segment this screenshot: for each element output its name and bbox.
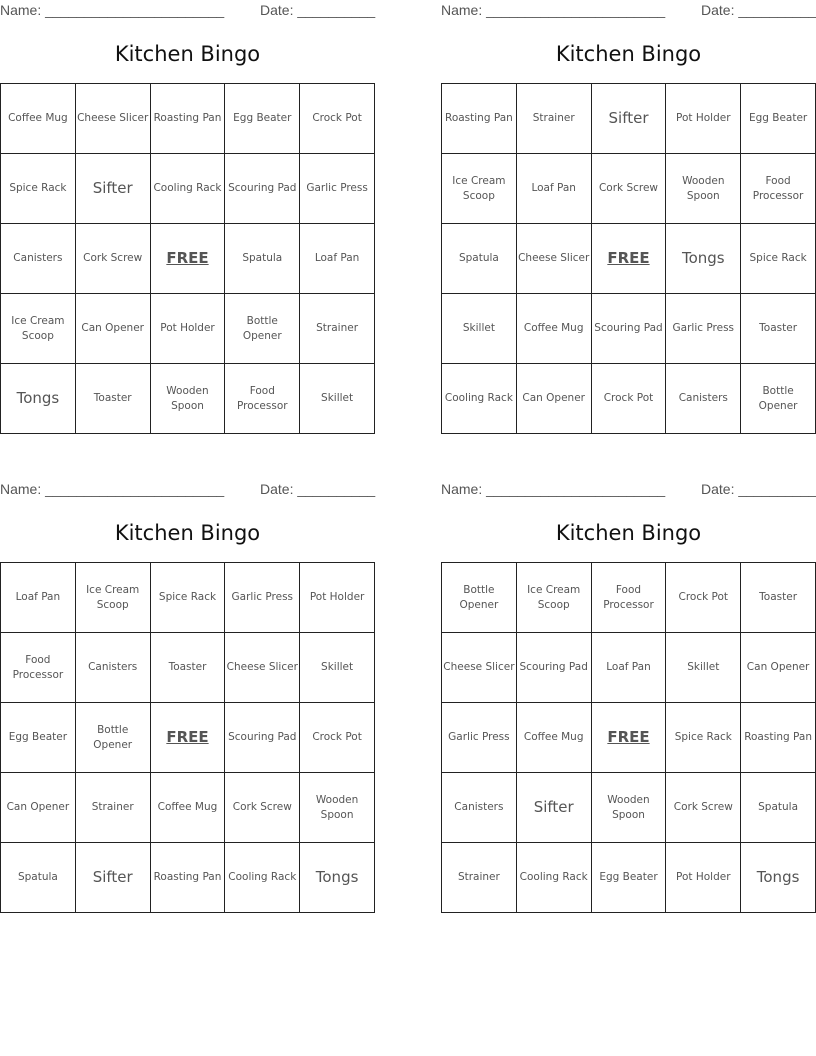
bingo-cell[interactable]: Scouring Pad xyxy=(225,703,300,773)
bingo-card-2 xyxy=(441,0,816,412)
bingo-cell[interactable]: Tongs xyxy=(741,843,816,913)
bingo-cell[interactable]: Loaf Pan xyxy=(300,224,375,294)
bingo-cell[interactable]: Skillet xyxy=(300,633,375,703)
bingo-cell[interactable]: Wooden Spoon xyxy=(151,364,226,434)
bingo-cell[interactable]: Ice Cream Scoop xyxy=(442,154,517,224)
bingo-cell[interactable]: Coffee Mug xyxy=(1,84,76,154)
bingo-cell[interactable]: Scouring Pad xyxy=(517,633,592,703)
bingo-cell[interactable]: Skillet xyxy=(300,364,375,434)
bingo-cell[interactable]: Spatula xyxy=(225,224,300,294)
bingo-cell[interactable]: Loaf Pan xyxy=(517,154,592,224)
free-space[interactable]: FREE xyxy=(151,224,226,294)
bingo-cell[interactable]: Bottle Opener xyxy=(741,364,816,434)
bingo-cell[interactable]: Strainer xyxy=(76,773,151,843)
bingo-cell[interactable]: Cheese Slicer xyxy=(76,84,151,154)
bingo-cell[interactable]: Scouring Pad xyxy=(225,154,300,224)
bingo-cell[interactable]: Toaster xyxy=(151,633,226,703)
bingo-cell[interactable]: Ice Cream Scoop xyxy=(517,563,592,633)
bingo-cell[interactable]: Egg Beater xyxy=(1,703,76,773)
bingo-cell[interactable]: Spice Rack xyxy=(1,154,76,224)
bingo-cell[interactable]: Spice Rack xyxy=(666,703,741,773)
bingo-cell[interactable]: Toaster xyxy=(76,364,151,434)
bingo-cell[interactable]: Sifter xyxy=(592,84,667,154)
bingo-cell[interactable]: Strainer xyxy=(442,843,517,913)
bingo-cell[interactable]: Crock Pot xyxy=(300,703,375,773)
bingo-cell[interactable]: Egg Beater xyxy=(592,843,667,913)
bingo-cell[interactable]: Crock Pot xyxy=(666,563,741,633)
bingo-cell[interactable]: Spatula xyxy=(442,224,517,294)
date-field[interactable]: Date: __________ xyxy=(260,481,376,497)
bingo-cell[interactable]: Loaf Pan xyxy=(1,563,76,633)
bingo-cell[interactable]: Canisters xyxy=(1,224,76,294)
name-field[interactable]: Name: _______________________ xyxy=(441,481,666,497)
bingo-cell[interactable]: Cork Screw xyxy=(666,773,741,843)
bingo-cell[interactable]: Skillet xyxy=(442,294,517,364)
bingo-cell[interactable]: Coffee Mug xyxy=(517,294,592,364)
bingo-cell[interactable]: Cooling Rack xyxy=(151,154,226,224)
bingo-card-1 xyxy=(0,0,376,412)
bingo-cell[interactable]: Cooling Rack xyxy=(442,364,517,434)
card-header xyxy=(0,479,376,501)
bingo-cell[interactable]: Cooling Rack xyxy=(517,843,592,913)
bingo-cell[interactable]: Bottle Opener xyxy=(442,563,517,633)
bingo-cell[interactable]: Toaster xyxy=(741,294,816,364)
bingo-cell[interactable]: Ice Cream Scoop xyxy=(1,294,76,364)
bingo-cell[interactable]: Ice Cream Scoop xyxy=(76,563,151,633)
free-space[interactable]: FREE xyxy=(592,224,667,294)
card-title: Kitchen Bingo xyxy=(114,521,261,545)
bingo-cell[interactable]: Roasting Pan xyxy=(151,843,226,913)
card-header xyxy=(0,0,376,22)
bingo-cell[interactable]: Pot Holder xyxy=(151,294,226,364)
name-field[interactable]: Name: _______________________ xyxy=(441,2,666,18)
bingo-cell[interactable]: Loaf Pan xyxy=(592,633,667,703)
bingo-cell[interactable]: Cheese Slicer xyxy=(517,224,592,294)
bingo-cell[interactable]: Cooling Rack xyxy=(225,843,300,913)
date-field[interactable]: Date: __________ xyxy=(701,481,816,497)
bingo-cell[interactable]: Cork Screw xyxy=(225,773,300,843)
bingo-grid xyxy=(0,83,375,434)
bingo-grid xyxy=(441,562,816,913)
bingo-cell[interactable]: Sifter xyxy=(76,843,151,913)
bingo-cell[interactable]: Tongs xyxy=(666,224,741,294)
card-title: Kitchen Bingo xyxy=(555,521,702,545)
free-space[interactable]: FREE xyxy=(592,703,667,773)
card-header xyxy=(441,479,816,501)
bingo-cell[interactable]: Wooden Spoon xyxy=(300,773,375,843)
bingo-cell[interactable]: Pot Holder xyxy=(666,843,741,913)
bingo-cell[interactable]: Cork Screw xyxy=(592,154,667,224)
bingo-cell[interactable]: Canisters xyxy=(666,364,741,434)
card-title: Kitchen Bingo xyxy=(114,42,261,66)
bingo-cell[interactable]: Scouring Pad xyxy=(592,294,667,364)
bingo-cell[interactable]: Food Processor xyxy=(225,364,300,434)
bingo-cell[interactable]: Spice Rack xyxy=(741,224,816,294)
bingo-cell[interactable]: Roasting Pan xyxy=(442,84,517,154)
name-field[interactable]: Name: _______________________ xyxy=(0,2,225,18)
bingo-cell[interactable]: Can Opener xyxy=(1,773,76,843)
bingo-cell[interactable]: Bottle Opener xyxy=(76,703,151,773)
bingo-cell[interactable]: Spice Rack xyxy=(151,563,226,633)
bingo-cell[interactable]: Can Opener xyxy=(741,633,816,703)
bingo-cell[interactable]: Coffee Mug xyxy=(517,703,592,773)
bingo-cell[interactable]: Canisters xyxy=(442,773,517,843)
bingo-cell[interactable]: Spatula xyxy=(741,773,816,843)
bingo-cell[interactable]: Garlic Press xyxy=(225,563,300,633)
bingo-cell[interactable]: Strainer xyxy=(517,84,592,154)
date-field[interactable]: Date: __________ xyxy=(701,2,816,18)
bingo-cell[interactable]: Cork Screw xyxy=(76,224,151,294)
bingo-cell[interactable]: Coffee Mug xyxy=(151,773,226,843)
name-field[interactable]: Name: _______________________ xyxy=(0,481,225,497)
bingo-cell[interactable]: Cheese Slicer xyxy=(225,633,300,703)
bingo-grid xyxy=(0,562,375,913)
bingo-cell[interactable]: Strainer xyxy=(300,294,375,364)
bingo-cell[interactable]: Can Opener xyxy=(517,364,592,434)
bingo-cell[interactable]: Food Processor xyxy=(741,154,816,224)
bingo-cell[interactable]: Tongs xyxy=(1,364,76,434)
bingo-card-4 xyxy=(441,479,816,886)
bingo-cell[interactable]: Food Processor xyxy=(592,563,667,633)
card-title: Kitchen Bingo xyxy=(555,42,702,66)
bingo-cell[interactable]: Wooden Spoon xyxy=(666,154,741,224)
free-space[interactable]: FREE xyxy=(151,703,226,773)
bingo-cell[interactable]: Cheese Slicer xyxy=(442,633,517,703)
bingo-grid xyxy=(441,83,816,434)
bingo-cell[interactable]: Crock Pot xyxy=(300,84,375,154)
bingo-cell[interactable]: Pot Holder xyxy=(300,563,375,633)
bingo-cell[interactable]: Can Opener xyxy=(76,294,151,364)
bingo-cell[interactable]: Sifter xyxy=(517,773,592,843)
bingo-cell[interactable]: Canisters xyxy=(76,633,151,703)
bingo-cell[interactable]: Toaster xyxy=(741,563,816,633)
bingo-cell[interactable]: Spatula xyxy=(1,843,76,913)
bingo-cell[interactable]: Garlic Press xyxy=(666,294,741,364)
bingo-cell[interactable]: Crock Pot xyxy=(592,364,667,434)
bingo-cell[interactable]: Egg Beater xyxy=(741,84,816,154)
bingo-cell[interactable]: Garlic Press xyxy=(300,154,375,224)
bingo-cell[interactable]: Roasting Pan xyxy=(151,84,226,154)
bingo-cell[interactable]: Sifter xyxy=(76,154,151,224)
bingo-cell[interactable]: Egg Beater xyxy=(225,84,300,154)
bingo-cell[interactable]: Pot Holder xyxy=(666,84,741,154)
bingo-cell[interactable]: Tongs xyxy=(300,843,375,913)
bingo-cell[interactable]: Bottle Opener xyxy=(225,294,300,364)
card-header xyxy=(441,0,816,22)
bingo-card-3 xyxy=(0,479,376,886)
bingo-cell[interactable]: Skillet xyxy=(666,633,741,703)
bingo-cell[interactable]: Wooden Spoon xyxy=(592,773,667,843)
date-field[interactable]: Date: __________ xyxy=(260,2,376,18)
bingo-cell[interactable]: Food Processor xyxy=(1,633,76,703)
bingo-cell[interactable]: Garlic Press xyxy=(442,703,517,773)
bingo-cell[interactable]: Roasting Pan xyxy=(741,703,816,773)
